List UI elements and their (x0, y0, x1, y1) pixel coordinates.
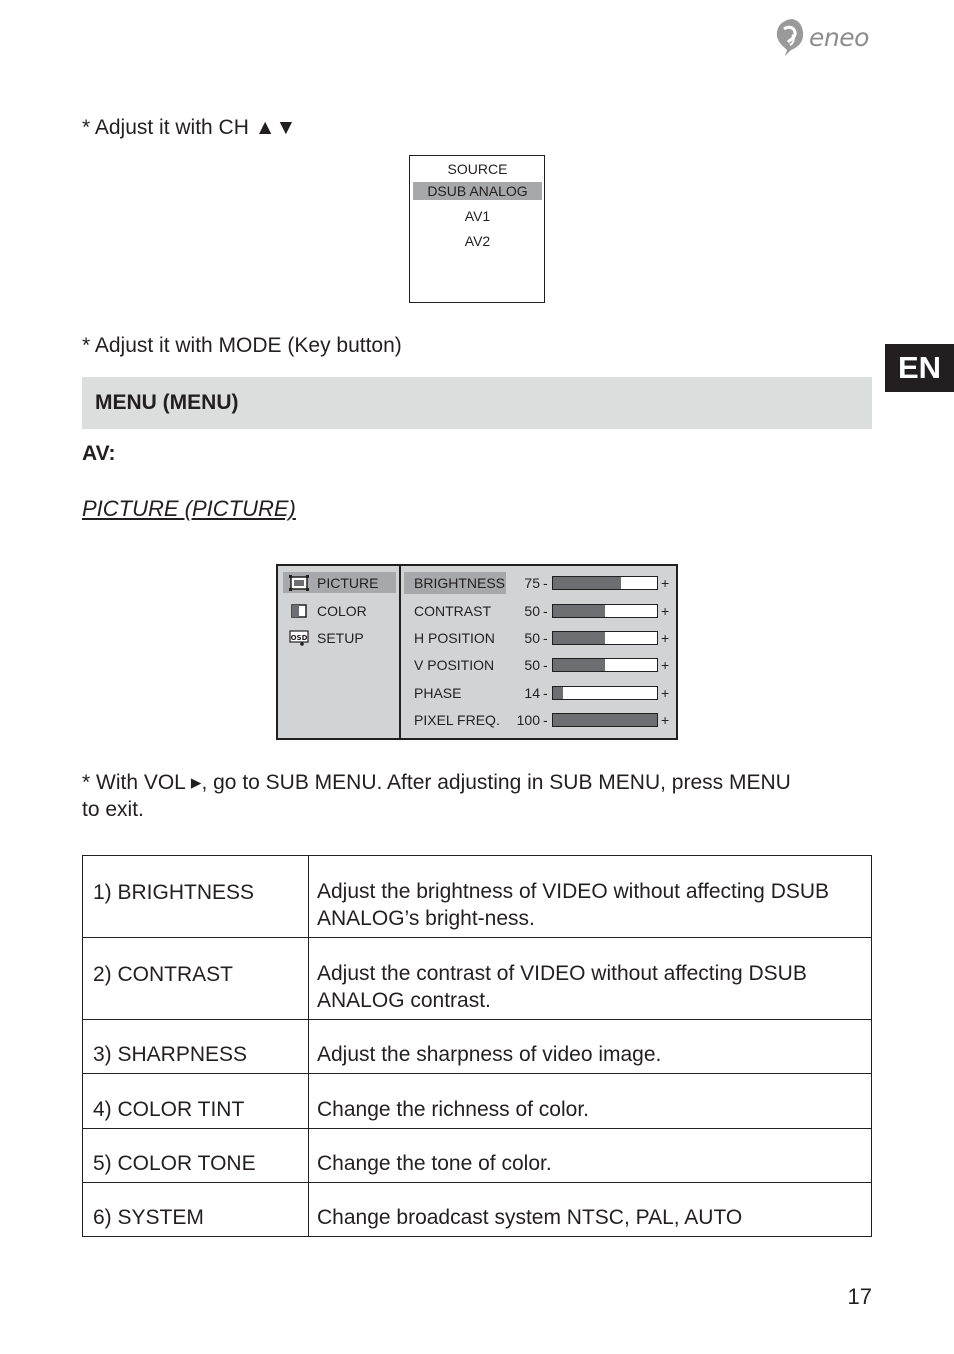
brand-logo (774, 16, 878, 58)
setting-description-line: Adjust the brightness of VIDEO without affecting DSUB (317, 880, 830, 903)
source-item-av1[interactable]: AV1 (464, 208, 491, 224)
osd-param-value: 100 (516, 712, 540, 728)
setting-name: 3) SHARPNESS (93, 1043, 248, 1066)
sub-title-picture: PICTURE (PICTURE) (82, 496, 296, 521)
osd-param-slider[interactable] (552, 576, 658, 590)
osd-param-slider-fill (553, 687, 563, 699)
table-row (83, 1183, 872, 1237)
source-menu-title: SOURCE (447, 161, 508, 177)
osd-category-label: COLOR (317, 602, 367, 619)
table-cell-item (83, 856, 309, 938)
osd-param-plus[interactable]: + (661, 630, 670, 646)
setting-name: 5) COLOR TONE (93, 1152, 256, 1175)
osd-param-value: 50 (524, 630, 540, 646)
instruction-adjust-mode: * Adjust it with MODE (Key button) (82, 334, 402, 357)
osd-param-slider[interactable] (552, 713, 658, 727)
osd-param-row[interactable] (401, 654, 676, 676)
table-cell-description (309, 938, 872, 1020)
table-cell-description (309, 1020, 872, 1074)
osd-param-label: CONTRAST (414, 603, 491, 619)
osd-category-picture[interactable] (283, 572, 396, 593)
setting-name: 4) COLOR TINT (93, 1098, 245, 1121)
table-row (83, 938, 872, 1020)
osd-parameter-list (401, 566, 676, 738)
table-cell-description (309, 1074, 872, 1129)
osd-category-label: SETUP (317, 629, 364, 646)
setting-description-line: Adjust the contrast of VIDEO without affecting DSUB (317, 962, 807, 985)
osd-param-slider[interactable] (552, 631, 658, 645)
osd-category-list (278, 566, 401, 738)
color-icon (289, 603, 309, 619)
osd-param-slider[interactable] (552, 604, 658, 618)
source-item-dsub-analog[interactable]: DSUB ANALOG (413, 182, 542, 200)
setting-name: 1) BRIGHTNESS (93, 881, 255, 904)
osd-param-label: BRIGHTNESS (404, 572, 506, 594)
osd-param-slider-fill (553, 632, 605, 644)
svg-text:OSD: OSD (290, 633, 308, 642)
osd-param-plus[interactable]: + (661, 657, 670, 673)
osd-param-row[interactable] (401, 600, 676, 622)
osd-param-plus[interactable]: + (661, 575, 670, 591)
osd-param-row[interactable] (401, 572, 676, 594)
osd-param-slider-fill (553, 659, 605, 671)
osd-param-value: 50 (524, 603, 540, 619)
table-row (83, 856, 872, 938)
table-row (83, 1074, 872, 1129)
eneo-logo-icon (774, 17, 806, 57)
source-menu (409, 155, 545, 303)
osd-param-label: V POSITION (414, 657, 495, 673)
osd-param-row[interactable] (401, 627, 676, 649)
settings-table (82, 855, 872, 1237)
language-tab: EN (885, 344, 954, 392)
osd-param-minus[interactable]: - (543, 657, 548, 673)
osd-param-slider[interactable] (552, 686, 658, 700)
osd-param-minus[interactable]: - (543, 630, 548, 646)
sub-heading-av: AV: (82, 442, 116, 465)
osd-param-label: PHASE (414, 685, 462, 701)
osd-param-slider-fill (553, 605, 605, 617)
osd-param-plus[interactable]: + (661, 712, 670, 728)
osd-param-value: 14 (524, 685, 540, 701)
osd-param-slider-fill (553, 577, 621, 589)
setting-name: 6) SYSTEM (93, 1206, 204, 1229)
osd-param-minus[interactable]: - (543, 603, 548, 619)
source-item-av2[interactable]: AV2 (464, 233, 491, 249)
page-number: 17 (847, 1284, 872, 1309)
instruction-vol-line2: to exit. (82, 798, 144, 821)
osd-param-plus[interactable]: + (661, 603, 670, 619)
osd-param-minus[interactable]: - (543, 712, 548, 728)
table-row (83, 1020, 872, 1074)
osd-param-minus[interactable]: - (543, 685, 548, 701)
table-cell-description (309, 1129, 872, 1183)
table-cell-description (309, 856, 872, 938)
table-cell-item (83, 1020, 309, 1074)
osd-param-label: PIXEL FREQ. (414, 712, 500, 728)
osd-param-value: 50 (524, 657, 540, 673)
osd-category-label: PICTURE (317, 574, 379, 591)
osd-param-row[interactable] (401, 682, 676, 704)
table-cell-item (83, 1129, 309, 1183)
osd-category-setup[interactable] (283, 627, 396, 648)
logo-text: eneo (809, 22, 869, 52)
setting-description-line: Change the richness of color. (317, 1098, 589, 1121)
table-cell-description (309, 1183, 872, 1237)
osd-param-plus[interactable]: + (661, 685, 670, 701)
osd-param-minus[interactable]: - (543, 575, 548, 591)
osd-param-row[interactable] (401, 709, 676, 731)
instruction-vol-submenu (82, 769, 882, 823)
setting-description-line: Change broadcast system NTSC, PAL, AUTO (317, 1206, 743, 1229)
picture-osd-menu (276, 564, 678, 740)
osd-param-value: 75 (524, 575, 540, 591)
section-heading-bar (82, 377, 872, 429)
osd-param-slider[interactable] (552, 658, 658, 672)
table-row (83, 1129, 872, 1183)
osd-category-color[interactable] (283, 600, 396, 621)
table-cell-item (83, 938, 309, 1020)
setting-description-line: Change the tone of color. (317, 1152, 552, 1175)
picture-icon (289, 575, 309, 591)
setting-name: 2) CONTRAST (93, 963, 234, 986)
osd-param-slider-fill (553, 714, 657, 726)
setting-description-line: ANALOG contrast. (317, 989, 491, 1012)
osd-param-label: H POSITION (414, 630, 495, 646)
osd-setup-icon (289, 630, 309, 646)
table-cell-item (83, 1183, 309, 1237)
setting-description-line: ANALOG’s bright-ness. (317, 907, 535, 930)
setting-description-line: Adjust the sharpness of video image. (317, 1043, 662, 1066)
table-cell-item (83, 1074, 309, 1129)
instruction-vol-line1: * With VOL ▸, go to SUB MENU. After adjusting in SUB MENU, press MENU (82, 771, 791, 794)
section-heading: MENU (MENU) (95, 391, 239, 414)
instruction-adjust-ch: * Adjust it with CH ▲▼ (82, 116, 297, 139)
